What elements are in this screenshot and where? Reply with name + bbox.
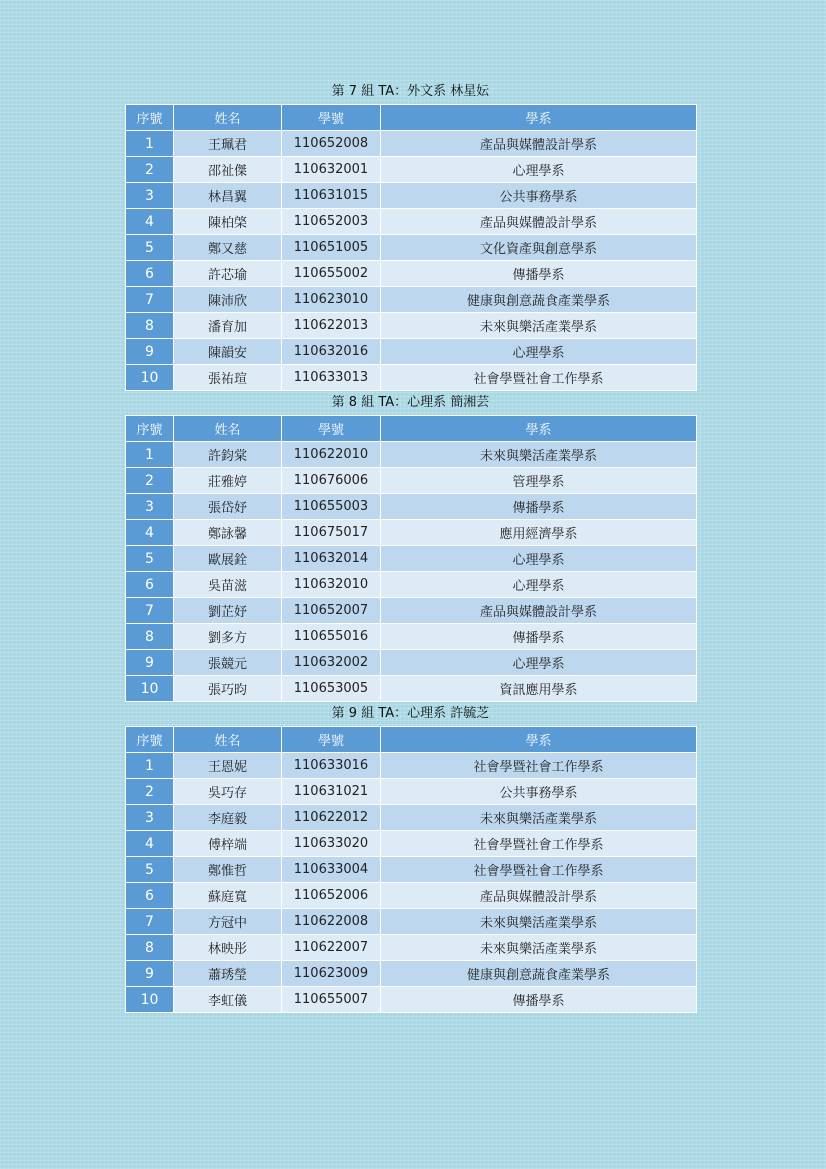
student-id-cell: 110652003 bbox=[282, 209, 381, 235]
table-row bbox=[126, 494, 697, 520]
department-cell: 健康與創意蔬食產業學系 bbox=[381, 961, 697, 987]
serial-cell: 10 bbox=[126, 365, 174, 391]
name-cell: 林映彤 bbox=[174, 935, 282, 961]
department-cell: 未來與樂活產業學系 bbox=[381, 909, 697, 935]
student-id-cell: 110632002 bbox=[282, 650, 381, 676]
group-title: 第 7 組 TA：外文系 林星妘 bbox=[331, 84, 490, 99]
table-row bbox=[126, 831, 697, 857]
department-cell: 心理學系 bbox=[381, 339, 697, 365]
header-serial: 序號 bbox=[126, 105, 174, 131]
table-row bbox=[126, 779, 697, 805]
header-serial: 序號 bbox=[126, 727, 174, 753]
table-row bbox=[126, 520, 697, 546]
table-row bbox=[126, 883, 697, 909]
serial-cell: 3 bbox=[126, 183, 174, 209]
name-cell: 李庭毅 bbox=[174, 805, 282, 831]
name-cell: 林昌翼 bbox=[174, 183, 282, 209]
header-student-id: 學號 bbox=[282, 105, 381, 131]
department-cell: 未來與樂活產業學系 bbox=[381, 442, 697, 468]
serial-cell: 1 bbox=[126, 131, 174, 157]
table-row bbox=[126, 598, 697, 624]
department-cell: 心理學系 bbox=[381, 572, 697, 598]
serial-cell: 10 bbox=[126, 676, 174, 702]
serial-cell: 1 bbox=[126, 753, 174, 779]
department-cell: 社會學暨社會工作學系 bbox=[381, 857, 697, 883]
table-row bbox=[126, 805, 697, 831]
name-cell: 李虹儀 bbox=[174, 987, 282, 1013]
serial-cell: 4 bbox=[126, 831, 174, 857]
department-cell: 文化資產與創意學系 bbox=[381, 235, 697, 261]
name-cell: 歐展銓 bbox=[174, 546, 282, 572]
student-id-cell: 110655016 bbox=[282, 624, 381, 650]
student-id-cell: 110631015 bbox=[282, 183, 381, 209]
department-cell: 產品與媒體設計學系 bbox=[381, 209, 697, 235]
serial-cell: 6 bbox=[126, 883, 174, 909]
table-row bbox=[126, 287, 697, 313]
table-row bbox=[126, 131, 697, 157]
department-cell: 傳播學系 bbox=[381, 987, 697, 1013]
department-cell: 健康與創意蔬食產業學系 bbox=[381, 287, 697, 313]
table-row bbox=[126, 650, 697, 676]
department-cell: 社會學暨社會工作學系 bbox=[381, 831, 697, 857]
student-id-cell: 110622007 bbox=[282, 935, 381, 961]
table-row bbox=[126, 209, 697, 235]
student-id-cell: 110676006 bbox=[282, 468, 381, 494]
serial-cell: 2 bbox=[126, 779, 174, 805]
name-cell: 蕭琇瑩 bbox=[174, 961, 282, 987]
name-cell: 潘育加 bbox=[174, 313, 282, 339]
header-name: 姓名 bbox=[174, 416, 282, 442]
roster-table bbox=[125, 104, 697, 391]
student-id-cell: 110655007 bbox=[282, 987, 381, 1013]
serial-cell: 9 bbox=[126, 961, 174, 987]
name-cell: 邵祉傑 bbox=[174, 157, 282, 183]
department-cell: 社會學暨社會工作學系 bbox=[381, 753, 697, 779]
table-row bbox=[126, 624, 697, 650]
serial-cell: 6 bbox=[126, 572, 174, 598]
serial-cell: 7 bbox=[126, 598, 174, 624]
student-id-cell: 110622008 bbox=[282, 909, 381, 935]
serial-cell: 9 bbox=[126, 650, 174, 676]
department-cell: 心理學系 bbox=[381, 546, 697, 572]
header-department: 學系 bbox=[381, 416, 697, 442]
student-id-cell: 110622013 bbox=[282, 313, 381, 339]
header-serial: 序號 bbox=[126, 416, 174, 442]
name-cell: 傅梓端 bbox=[174, 831, 282, 857]
student-id-cell: 110633004 bbox=[282, 857, 381, 883]
name-cell: 吳巧存 bbox=[174, 779, 282, 805]
name-cell: 張祐瑄 bbox=[174, 365, 282, 391]
department-cell: 應用經濟學系 bbox=[381, 520, 697, 546]
table-row bbox=[126, 468, 697, 494]
student-id-cell: 110652007 bbox=[282, 598, 381, 624]
roster-table bbox=[125, 726, 697, 1013]
name-cell: 許芯瑜 bbox=[174, 261, 282, 287]
student-id-cell: 110655003 bbox=[282, 494, 381, 520]
student-id-cell: 110633013 bbox=[282, 365, 381, 391]
student-id-cell: 110633020 bbox=[282, 831, 381, 857]
header-name: 姓名 bbox=[174, 105, 282, 131]
table-row bbox=[126, 987, 697, 1013]
department-cell: 傳播學系 bbox=[381, 261, 697, 287]
serial-cell: 3 bbox=[126, 805, 174, 831]
student-id-cell: 110632014 bbox=[282, 546, 381, 572]
department-cell: 產品與媒體設計學系 bbox=[381, 131, 697, 157]
serial-cell: 5 bbox=[126, 546, 174, 572]
serial-cell: 1 bbox=[126, 442, 174, 468]
name-cell: 劉多方 bbox=[174, 624, 282, 650]
department-cell: 管理學系 bbox=[381, 468, 697, 494]
department-cell: 未來與樂活產業學系 bbox=[381, 805, 697, 831]
group-title: 第 8 組 TA：心理系 簡湘芸 bbox=[331, 395, 490, 410]
name-cell: 鄭惟哲 bbox=[174, 857, 282, 883]
department-cell: 傳播學系 bbox=[381, 494, 697, 520]
table-row bbox=[126, 753, 697, 779]
student-id-cell: 110652008 bbox=[282, 131, 381, 157]
roster-table bbox=[125, 415, 697, 702]
serial-cell: 4 bbox=[126, 520, 174, 546]
serial-cell: 9 bbox=[126, 339, 174, 365]
name-cell: 張競元 bbox=[174, 650, 282, 676]
student-id-cell: 110633016 bbox=[282, 753, 381, 779]
department-cell: 傳播學系 bbox=[381, 624, 697, 650]
student-id-cell: 110675017 bbox=[282, 520, 381, 546]
serial-cell: 5 bbox=[126, 235, 174, 261]
name-cell: 吳苗滋 bbox=[174, 572, 282, 598]
table-row bbox=[126, 183, 697, 209]
student-id-cell: 110655002 bbox=[282, 261, 381, 287]
name-cell: 張巧昀 bbox=[174, 676, 282, 702]
name-cell: 莊雅婷 bbox=[174, 468, 282, 494]
serial-cell: 3 bbox=[126, 494, 174, 520]
name-cell: 鄭又慈 bbox=[174, 235, 282, 261]
table-header-row bbox=[126, 105, 697, 131]
serial-cell: 5 bbox=[126, 857, 174, 883]
serial-cell: 4 bbox=[126, 209, 174, 235]
name-cell: 陳柏棨 bbox=[174, 209, 282, 235]
department-cell: 未來與樂活產業學系 bbox=[381, 935, 697, 961]
table-row bbox=[126, 235, 697, 261]
name-cell: 蘇庭寬 bbox=[174, 883, 282, 909]
table-row bbox=[126, 935, 697, 961]
serial-cell: 2 bbox=[126, 157, 174, 183]
table-row bbox=[126, 157, 697, 183]
name-cell: 鄭詠馨 bbox=[174, 520, 282, 546]
group-title: 第 9 組 TA：心理系 許毓芝 bbox=[331, 706, 490, 721]
name-cell: 陳韻安 bbox=[174, 339, 282, 365]
header-name: 姓名 bbox=[174, 727, 282, 753]
name-cell: 張岱妤 bbox=[174, 494, 282, 520]
table-header-row bbox=[126, 727, 697, 753]
table-row bbox=[126, 676, 697, 702]
serial-cell: 8 bbox=[126, 935, 174, 961]
serial-cell: 10 bbox=[126, 987, 174, 1013]
serial-cell: 8 bbox=[126, 624, 174, 650]
table-header-row bbox=[126, 416, 697, 442]
name-cell: 許鈞棠 bbox=[174, 442, 282, 468]
serial-cell: 6 bbox=[126, 261, 174, 287]
serial-cell: 7 bbox=[126, 909, 174, 935]
table-row bbox=[126, 546, 697, 572]
department-cell: 社會學暨社會工作學系 bbox=[381, 365, 697, 391]
student-id-cell: 110632001 bbox=[282, 157, 381, 183]
name-cell: 王珮君 bbox=[174, 131, 282, 157]
name-cell: 王恩妮 bbox=[174, 753, 282, 779]
department-cell: 心理學系 bbox=[381, 157, 697, 183]
student-id-cell: 110632010 bbox=[282, 572, 381, 598]
header-department: 學系 bbox=[381, 105, 697, 131]
serial-cell: 8 bbox=[126, 313, 174, 339]
student-id-cell: 110652006 bbox=[282, 883, 381, 909]
table-row bbox=[126, 909, 697, 935]
table-row bbox=[126, 572, 697, 598]
department-cell: 產品與媒體設計學系 bbox=[381, 883, 697, 909]
department-cell: 產品與媒體設計學系 bbox=[381, 598, 697, 624]
student-id-cell: 110632016 bbox=[282, 339, 381, 365]
table-row bbox=[126, 961, 697, 987]
student-id-cell: 110623009 bbox=[282, 961, 381, 987]
department-cell: 公共事務學系 bbox=[381, 183, 697, 209]
table-row bbox=[126, 261, 697, 287]
student-id-cell: 110653005 bbox=[282, 676, 381, 702]
department-cell: 未來與樂活產業學系 bbox=[381, 313, 697, 339]
student-id-cell: 110622012 bbox=[282, 805, 381, 831]
header-student-id: 學號 bbox=[282, 727, 381, 753]
table-row bbox=[126, 339, 697, 365]
department-cell: 心理學系 bbox=[381, 650, 697, 676]
table-row bbox=[126, 365, 697, 391]
roster-document bbox=[125, 80, 696, 1013]
name-cell: 劉芷妤 bbox=[174, 598, 282, 624]
serial-cell: 7 bbox=[126, 287, 174, 313]
student-id-cell: 110651005 bbox=[282, 235, 381, 261]
student-id-cell: 110622010 bbox=[282, 442, 381, 468]
student-id-cell: 110623010 bbox=[282, 287, 381, 313]
department-cell: 公共事務學系 bbox=[381, 779, 697, 805]
name-cell: 方冠中 bbox=[174, 909, 282, 935]
table-row bbox=[126, 313, 697, 339]
serial-cell: 2 bbox=[126, 468, 174, 494]
header-department: 學系 bbox=[381, 727, 697, 753]
table-row bbox=[126, 857, 697, 883]
student-id-cell: 110631021 bbox=[282, 779, 381, 805]
name-cell: 陳沛欣 bbox=[174, 287, 282, 313]
department-cell: 資訊應用學系 bbox=[381, 676, 697, 702]
table-row bbox=[126, 442, 697, 468]
header-student-id: 學號 bbox=[282, 416, 381, 442]
